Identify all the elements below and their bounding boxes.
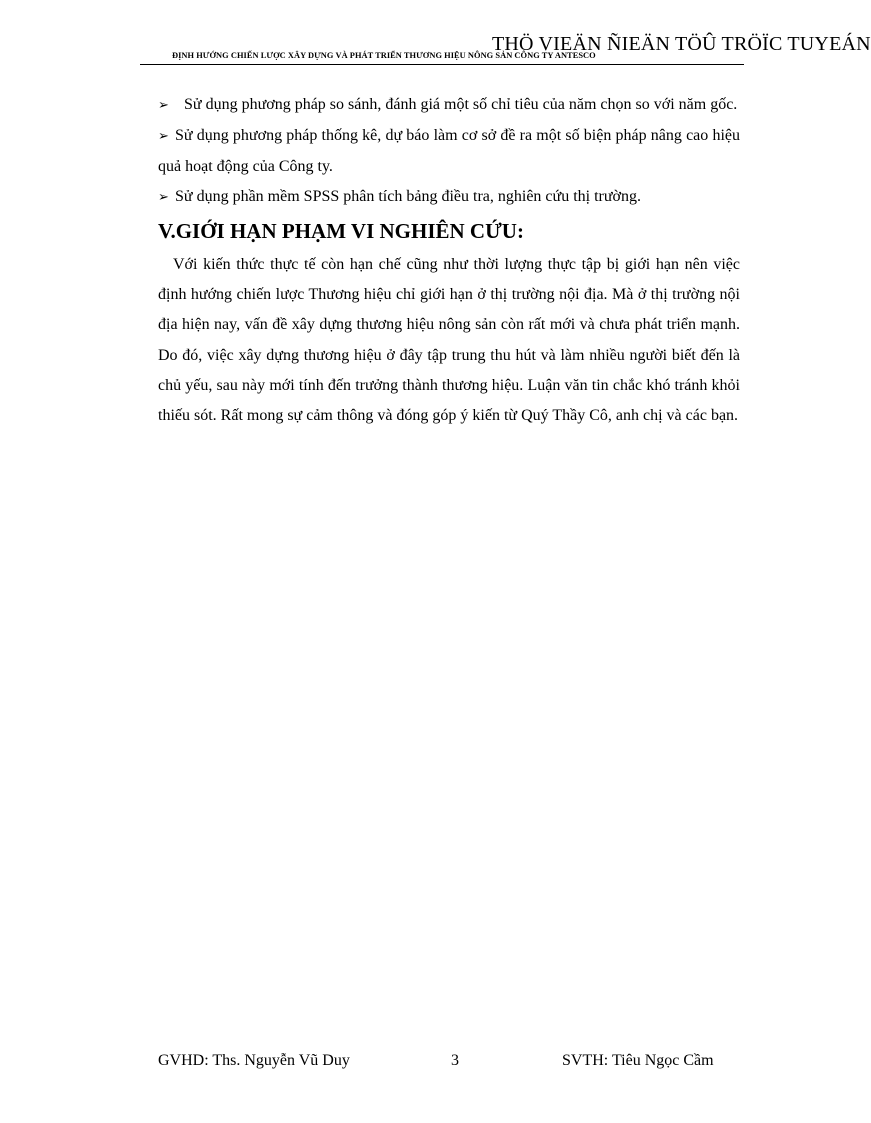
section-paragraph: Với kiến thức thực tế còn hạn chế cũng như thời lượng thực tập bị giới hạn nên việc định hướng chiến lược Thương hiệu chỉ giới hạn ở thị trường nội địa. Mà ở thị trường nội địa hiện nay, vấn đề xây dựng thương hiệu nông sản còn rất mới và chưa phát triển mạnh. Do đó, việc xây dựng thương hiệu ở đây tập trung thu hút và làm nhiều người biết đến là chủ yếu, sau này mới tính đến trưởng thành thương hiệu. Luận văn tin chắc khó tránh khỏi thiếu sót. Rất mong sự cảm thông và đóng góp ý kiến từ Quý Thầy Cô, anh chị và các bạn. bbox=[158, 256, 740, 425]
arrow-bullet-icon: ➢ bbox=[158, 190, 169, 205]
bullet-item bbox=[158, 90, 740, 121]
watermark-text: THÖ VIEÄN ÑIEÄN TÖÛ TRÖÏC TUYEÁN bbox=[492, 33, 871, 55]
header-divider bbox=[140, 64, 744, 65]
footer-student: SVTH: Tiêu Ngọc Cầm bbox=[562, 1052, 714, 1069]
bullet-item bbox=[158, 121, 740, 182]
bullet-text: Sử dụng phần mềm SPSS phân tích bảng điều tra, nghiên cứu thị trường. bbox=[175, 188, 641, 205]
running-header-title: ĐỊNH HƯỚNG CHIẾN LƯỢC XÂY DỰNG VÀ PHÁT TRIỂN THƯƠNG HIỆU NÔNG SẢN CÔNG TY ANTESCO bbox=[172, 51, 596, 60]
bullet-item bbox=[158, 182, 740, 213]
bullet-text: Sử dụng phương pháp thống kê, dự báo làm cơ sở đề ra một số biện pháp nâng cao hiệu quả hoạt động của Công ty. bbox=[158, 127, 740, 175]
arrow-bullet-icon: ➢ bbox=[158, 129, 169, 144]
arrow-bullet-icon: ➢ bbox=[158, 98, 169, 113]
page-body bbox=[158, 90, 740, 431]
footer-page-number: 3 bbox=[451, 1052, 459, 1069]
section-heading: V.GIỚI HẠN PHẠM VI NGHIÊN CỨU: bbox=[158, 219, 524, 243]
footer-advisor: GVHD: Ths. Nguyễn Vũ Duy bbox=[158, 1052, 350, 1069]
bullet-text: Sử dụng phương pháp so sánh, đánh giá một số chỉ tiêu của năm chọn so với năm gốc. bbox=[180, 96, 738, 113]
